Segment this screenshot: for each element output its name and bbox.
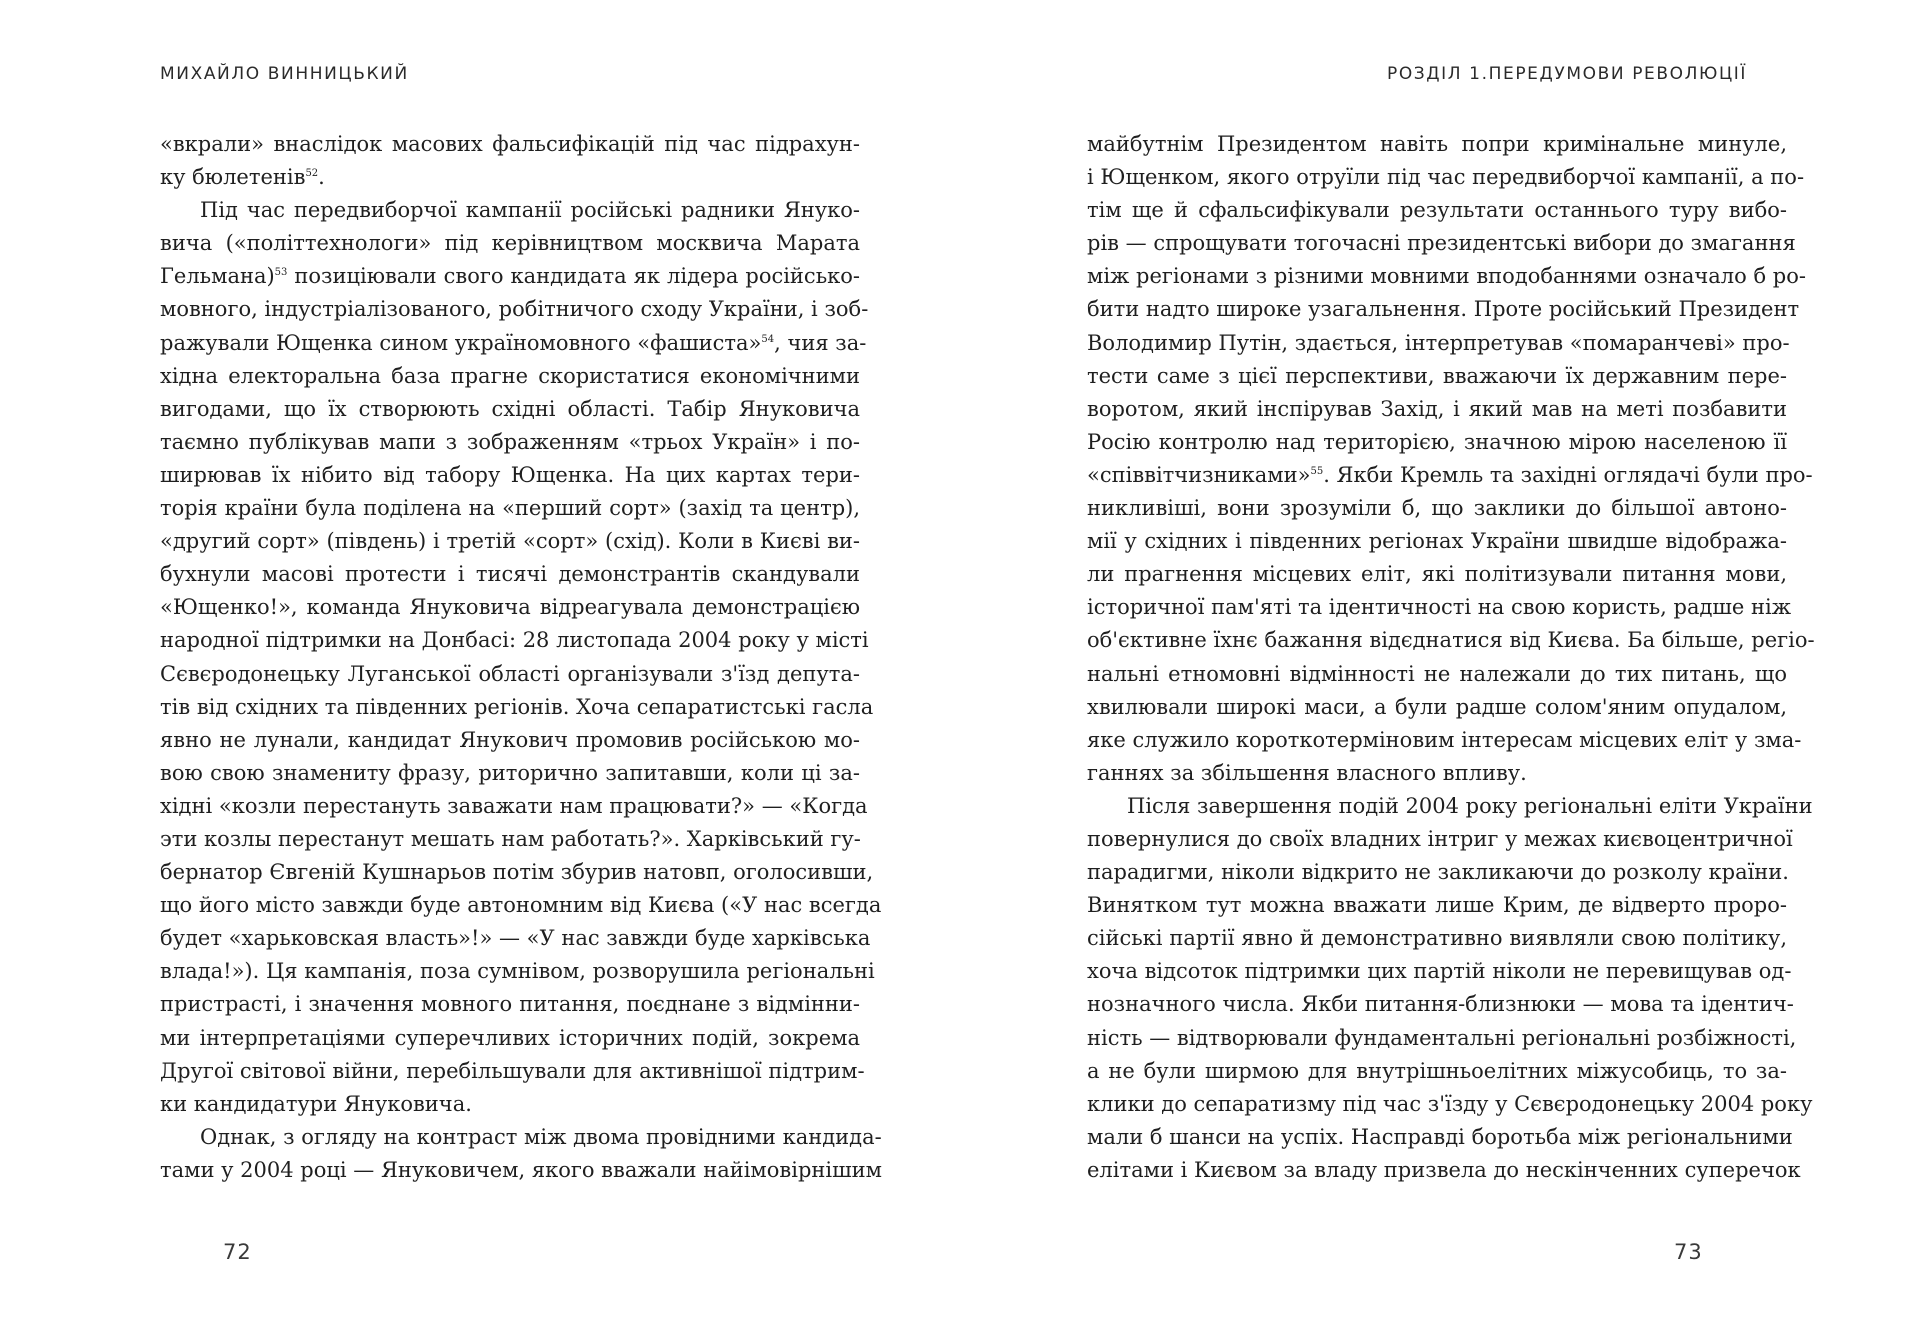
text-line xyxy=(160,955,875,988)
text-line xyxy=(160,260,860,293)
text-line xyxy=(160,1088,860,1121)
line-text: тів від східних та південних регіонів. Хоча сепаратистські гасла xyxy=(160,694,874,719)
right-body-text xyxy=(1087,128,1815,1187)
line-text: бити надто широке узагальнення. Проте російський Президент xyxy=(1087,297,1800,322)
text-line xyxy=(1087,724,1802,757)
line-text: що його місто завжди буде автономним від Києва («У нас всегда xyxy=(160,893,882,918)
text-line xyxy=(160,525,860,558)
text-line xyxy=(160,558,860,591)
line-text: Другої світової війни, перебільшували для активнішої підтрим- xyxy=(160,1058,865,1083)
text-line xyxy=(1087,955,1792,988)
line-text: тім ще й сфальсифікували результати останнього туру вибо- xyxy=(1087,198,1787,223)
text-line xyxy=(160,327,867,360)
line-text: хідні «козли перестануть заважати нам працювати?» — «Когда xyxy=(160,793,868,818)
line-text: ганнях за збільшення власного впливу. xyxy=(1087,760,1527,785)
line-text: історичної пам'яті та ідентичності на свою користь, радше ніж xyxy=(1087,595,1792,620)
text-line xyxy=(160,823,860,856)
text-line xyxy=(1087,161,1805,194)
text-line xyxy=(1087,260,1806,293)
footnote-marker: 55 xyxy=(1310,465,1324,477)
text-line xyxy=(160,691,874,724)
text-line xyxy=(1087,293,1800,326)
text-line xyxy=(1087,790,1813,823)
line-text: вигодами, що їх створюють східні області. Табір Януковича xyxy=(160,396,860,421)
text-line xyxy=(1087,591,1792,624)
line-text: майбутнім Президентом навіть попри кримінальне минуле, xyxy=(1087,132,1787,156)
text-line xyxy=(1087,1121,1793,1154)
line-text: тами у 2004 році — Януковичем, якого вважали найімовірнішим xyxy=(160,1157,882,1182)
line-text: вича («політтехнологи» під керівництвом москвича Марата xyxy=(160,231,860,256)
text-line xyxy=(1087,492,1787,525)
text-line xyxy=(1087,658,1787,691)
text-line xyxy=(160,757,860,790)
text-line xyxy=(1087,459,1813,492)
text-line xyxy=(1087,1022,1797,1055)
line-text: Гельмана) xyxy=(160,264,275,289)
line-text: і Ющенком, якого отруїли під час передвиборчої кампанії, а по- xyxy=(1087,165,1805,190)
text-line xyxy=(1087,128,1787,161)
line-text: пристрасті, і значення мовного питання, поєднане з відмінни- xyxy=(160,992,860,1017)
line-text: бухнули масові протести і тисячі демонстрантів скандували xyxy=(160,562,860,587)
text-line xyxy=(160,492,860,525)
line-text: нозначного числа. Якби питання-близнюки — мова та ідентич- xyxy=(1087,992,1794,1017)
line-text: «Ющенко!», команда Януковича відреагувала демонстрацією xyxy=(160,595,860,620)
text-line xyxy=(1087,823,1793,856)
right-page-number: 73 xyxy=(1674,1240,1703,1264)
line-text: ширював їх нібито від табору Ющенка. На цих картах тери- xyxy=(160,462,860,487)
line-text: елітами і Києвом за владу призвела до нескінченних суперечок xyxy=(1087,1157,1801,1182)
line-text: воротом, який інспірував Захід, і який мав на меті позбавити xyxy=(1087,396,1787,421)
text-line xyxy=(1087,988,1794,1021)
left-page-number: 72 xyxy=(223,1240,252,1264)
line-text: Після завершення подій 2004 року регіональні еліти України xyxy=(1127,793,1813,818)
text-line xyxy=(160,591,860,624)
text-line xyxy=(160,922,871,955)
line-text: мовного, індустріалізованого, робітничого сходу України, і зоб- xyxy=(160,297,869,322)
text-line xyxy=(160,194,860,227)
line-text: ність — відтворювали фундаментальні регіональні розбіжності, xyxy=(1087,1025,1797,1050)
text-line xyxy=(1087,624,1815,657)
line-text: рів — спрощувати тогочасні президентські вибори до змагання xyxy=(1087,231,1796,256)
line-text: явно не лунали, кандидат Янукович промовив російською мо- xyxy=(160,727,860,752)
line-text: влада!»). Ця кампанія, поза сумнівом, розворушила регіональні xyxy=(160,959,875,984)
text-line xyxy=(160,988,860,1021)
text-line xyxy=(1087,757,1787,790)
right-running-head: РОЗДІЛ 1.ПЕРЕДУМОВИ РЕВОЛЮЦІЇ xyxy=(1386,64,1747,84)
text-line xyxy=(160,790,868,823)
text-line xyxy=(160,227,860,260)
line-text: ку бюлетенів xyxy=(160,165,306,190)
line-text: «співвітчизниками» xyxy=(1087,462,1311,487)
line-text: яке служило короткотерміновим інтересам місцевих еліт у зма- xyxy=(1087,727,1802,752)
line-text: бернатор Євгеній Кушнарьов потім збурив натовп, оголосивши, xyxy=(160,860,874,885)
line-text: мали б шанси на успіх. Насправді боротьба між регіональними xyxy=(1087,1124,1793,1149)
text-line xyxy=(1087,360,1787,393)
text-line xyxy=(1087,525,1787,558)
line-text-tail: . xyxy=(318,165,325,190)
line-text-tail: . Якби Кремль та західні оглядачі були про- xyxy=(1323,462,1813,487)
right-page xyxy=(960,0,1920,1325)
line-text: Сєвєродонецьку Луганської області організували з'їзд депута- xyxy=(160,661,860,686)
text-line xyxy=(1087,194,1787,227)
text-line xyxy=(160,724,860,757)
line-text: «вкрали» внаслідок масових фальсифікацій під час підрахун- xyxy=(160,132,860,156)
text-line xyxy=(160,1022,860,1055)
text-line xyxy=(160,459,860,492)
text-line xyxy=(1087,922,1787,955)
text-line xyxy=(1087,889,1787,922)
line-text: Володимир Путін, здається, інтерпретував «помаранчеві» про- xyxy=(1087,330,1790,355)
line-text: клики до сепаратизму під час з'їзду у Сєвєродонецьку 2004 року xyxy=(1087,1091,1813,1116)
line-text: Росію контролю над територією, значною мірою населеною її xyxy=(1087,429,1787,454)
text-line xyxy=(160,128,860,161)
text-line xyxy=(1087,856,1787,889)
line-text: эти козлы перестанут мешать нам работать?». Харківський гу- xyxy=(160,826,861,851)
line-text: никливіші, вони зрозуміли б, що заклики до більшої автоно- xyxy=(1087,496,1787,521)
line-text: ражували Ющенка сином україномовного «фашиста» xyxy=(160,330,762,355)
line-text: сійські партії явно й демонстративно виявляли свою політику, xyxy=(1087,926,1787,951)
text-line xyxy=(160,624,869,657)
line-text: «другий сорт» (південь) і третій «сорт» (схід). Коли в Києві ви- xyxy=(160,529,860,554)
text-line xyxy=(160,1154,882,1187)
text-line xyxy=(160,426,860,459)
line-text: вою свою знамениту фразу, риторично запитавши, коли ці за- xyxy=(160,760,860,785)
line-text: будет «харьковская власть»!» — «У нас завжди буде харківська xyxy=(160,926,871,951)
line-text: хоча відсоток підтримки цих партій ніколи не перевищував од- xyxy=(1087,959,1792,984)
line-text: Винятком тут можна вважати лише Крим, де відверто проро- xyxy=(1087,893,1787,918)
line-text: торія країни була поділена на «перший сорт» (захід та центр), xyxy=(160,496,860,521)
text-line xyxy=(160,293,869,326)
text-line xyxy=(1087,227,1796,260)
text-line xyxy=(1087,1055,1787,1088)
line-text: парадигми, ніколи відкрито не закликаючи до розколу країни. xyxy=(1087,860,1789,885)
text-line xyxy=(160,360,860,393)
text-line xyxy=(160,1121,882,1154)
line-text: а не були ширмою для внутрішньоелітних міжусобиць, то за- xyxy=(1087,1058,1787,1083)
left-body-text xyxy=(160,128,882,1187)
text-line xyxy=(160,393,860,426)
line-text: ки кандидатури Януковича. xyxy=(160,1091,472,1116)
text-line xyxy=(1087,393,1787,426)
text-line xyxy=(1087,426,1787,459)
line-text: тести саме з цієї перспективи, вважаючи їх державним пере- xyxy=(1087,363,1787,388)
line-text: об'єктивне їхнє бажання відєднатися від Києва. Ба більше, регіо- xyxy=(1087,628,1815,653)
line-text: нальні етномовні відмінності не належали до тих питань, що xyxy=(1087,661,1787,686)
footnote-marker: 52 xyxy=(305,168,319,180)
line-text: хідна електоральна база прагне скористатися економічними xyxy=(160,363,860,388)
text-line xyxy=(1087,558,1787,591)
text-line xyxy=(1087,691,1787,724)
text-line xyxy=(160,889,882,922)
left-running-head: МИХАЙЛО ВИННИЦЬКИЙ xyxy=(160,64,409,84)
footnote-marker: 53 xyxy=(274,267,288,279)
line-text: хвилювали широкі маси, а були радше солом'яним опудалом, xyxy=(1087,694,1787,719)
text-line xyxy=(1087,327,1790,360)
footnote-marker: 54 xyxy=(761,333,775,345)
line-text-tail: позиціювали свого кандидата як лідера російсько- xyxy=(287,264,860,289)
text-line xyxy=(1087,1154,1801,1187)
line-text: Під час передвиборчої кампанії російські радники Януко- xyxy=(200,198,860,223)
text-line xyxy=(160,161,860,194)
text-line xyxy=(1087,1088,1813,1121)
line-text: таємно публікував мапи з зображенням «трьох Україн» і по- xyxy=(160,429,860,454)
line-text: народної підтримки на Донбасі: 28 листопада 2004 року у місті xyxy=(160,628,869,653)
line-text: мії у східних і південних регіонах України швидше відобража- xyxy=(1087,529,1787,554)
line-text-tail: , чия за- xyxy=(774,330,867,355)
text-line xyxy=(160,1055,865,1088)
text-line xyxy=(160,658,860,691)
line-text: ми інтерпретаціями суперечливих історичних подій, зокрема xyxy=(160,1025,860,1050)
line-text: Однак, з огляду на контраст між двома провідними кандида- xyxy=(200,1124,882,1149)
text-line xyxy=(160,856,874,889)
line-text: повернулися до своїх владних інтриг у межах києвоцентричної xyxy=(1087,826,1793,851)
line-text: між регіонами з різними мовними вподобаннями означало б ро- xyxy=(1087,264,1806,289)
line-text: ли прагнення місцевих еліт, які політизували питання мови, xyxy=(1087,562,1787,587)
